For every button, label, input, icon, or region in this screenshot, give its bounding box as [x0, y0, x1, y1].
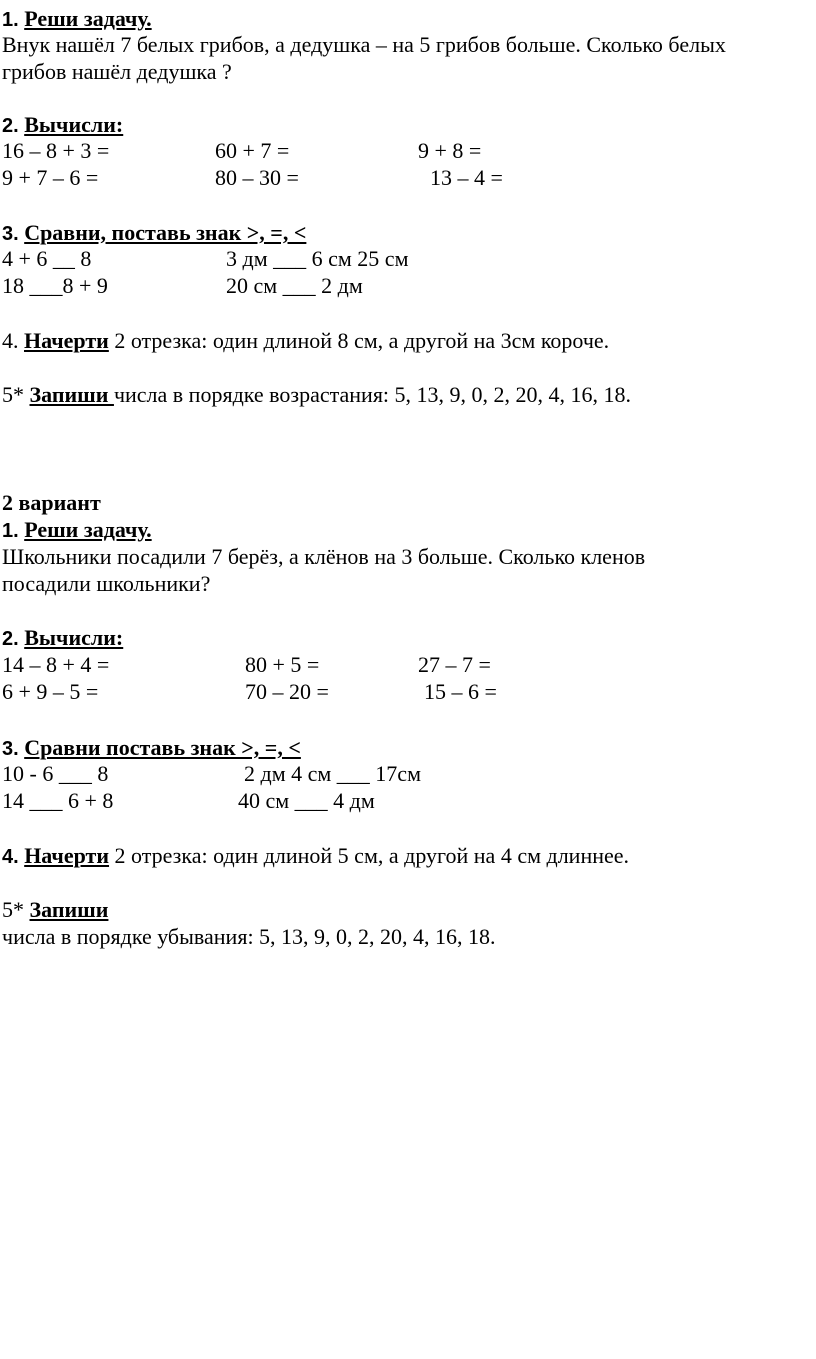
- v1-task4-number: 4.: [2, 328, 19, 353]
- v1-task5-number: 5*: [2, 382, 24, 407]
- v2-task4-title: Начерти: [24, 843, 110, 868]
- v1-task3-compare: 20 см ___ 2 дм: [226, 273, 363, 298]
- v2-task3-heading: [2, 735, 301, 762]
- v1-task2-expr: 9 + 8 =: [418, 138, 482, 163]
- v1-task3-title: Сравни, поставь знак >, =, <: [24, 220, 307, 245]
- v1-task5-text: числа в порядке возрастания: 5, 13, 9, 0, 2, 20, 4, 16, 18.: [113, 382, 632, 407]
- v2-task2-expr: 27 – 7 =: [418, 652, 491, 677]
- v2-task2-expr: 14 – 8 + 4 =: [2, 652, 110, 677]
- v2-task3-compare: 10 - 6 ___ 8: [2, 761, 109, 786]
- v1-task2-title: Вычисли:: [24, 112, 124, 137]
- v2-task1-text-line2: посадили школьники?: [2, 571, 211, 596]
- v1-task1-text-line1: Внук нашёл 7 белых грибов, а дедушка – на 5 грибов больше. Сколько белых: [2, 32, 726, 57]
- v1-task5-title: Запиши: [29, 382, 114, 407]
- v1-task3-compare: 18 ___8 + 9: [2, 273, 108, 298]
- v2-task3-compare: 14 ___ 6 + 8: [2, 788, 114, 813]
- v1-task1-number: 1.: [2, 9, 19, 31]
- v2-task4: [2, 843, 629, 870]
- v2-task2-expr: 6 + 9 – 5 =: [2, 679, 99, 704]
- v2-task2-heading: [2, 625, 123, 652]
- v2-task5-text: числа в порядке убывания: 5, 13, 9, 0, 2, 20, 4, 16, 18.: [2, 924, 496, 949]
- v1-task1-text-line2: грибов нашёл дедушка ?: [2, 59, 232, 84]
- v1-task2-expr: 13 – 4 =: [430, 165, 503, 190]
- v1-task4-title: Начерти: [24, 328, 109, 353]
- v1-task2-expr: 9 + 7 – 6 =: [2, 165, 99, 190]
- v2-task4-text: 2 отрезка: один длиной 5 см, а другой на 4 см длиннее.: [109, 843, 630, 868]
- v1-task5: [2, 382, 631, 408]
- v2-task1-title: Реши задачу.: [24, 517, 152, 542]
- v1-task2-expr: 16 – 8 + 3 =: [2, 138, 110, 163]
- v1-task4-text: 2 отрезка: один длиной 8 см, а другой на 3см короче.: [108, 328, 610, 353]
- v2-task3-number: 3.: [2, 738, 19, 760]
- v2-task2-expr: 80 + 5 =: [245, 652, 320, 677]
- v1-task1-title: Реши задачу.: [24, 6, 152, 31]
- v2-task4-number: 4.: [2, 846, 19, 868]
- v2-task5-title: Запиши: [29, 897, 109, 922]
- v2-task1-number: 1.: [2, 520, 19, 542]
- v1-task2-expr: 60 + 7 =: [215, 138, 290, 163]
- v2-task2-number: 2.: [2, 628, 19, 650]
- v2-task5-number: 5*: [2, 897, 24, 922]
- v2-task2-expr: 70 – 20 =: [245, 679, 329, 704]
- v2-heading: 2 вариант: [2, 490, 101, 515]
- v1-task3-number: 3.: [2, 223, 19, 245]
- v1-task2-number: 2.: [2, 115, 19, 137]
- v1-task3-compare: 3 дм ___ 6 см 25 см: [226, 246, 409, 271]
- v2-task5-heading: [2, 897, 108, 923]
- v2-task3-compare: 2 дм 4 см ___ 17см: [244, 761, 421, 786]
- v2-task3-title: Сравни поставь знак >, =, <: [24, 735, 301, 760]
- v1-task3-heading: [2, 220, 306, 247]
- v1-task1-heading: [2, 6, 152, 33]
- v1-task2-heading: [2, 112, 123, 139]
- v2-task2-title: Вычисли:: [24, 625, 124, 650]
- v2-task1-heading: [2, 517, 152, 544]
- v1-task3-compare: 4 + 6 __ 8: [2, 246, 92, 271]
- v2-task3-compare: 40 см ___ 4 дм: [238, 788, 375, 813]
- v1-task4: [2, 328, 609, 354]
- v2-task2-expr: 15 – 6 =: [424, 679, 497, 704]
- v2-task1-text-line1: Школьники посадили 7 берёз, а клёнов на 3 больше. Сколько кленов: [2, 544, 646, 569]
- v1-task2-expr: 80 – 30 =: [215, 165, 299, 190]
